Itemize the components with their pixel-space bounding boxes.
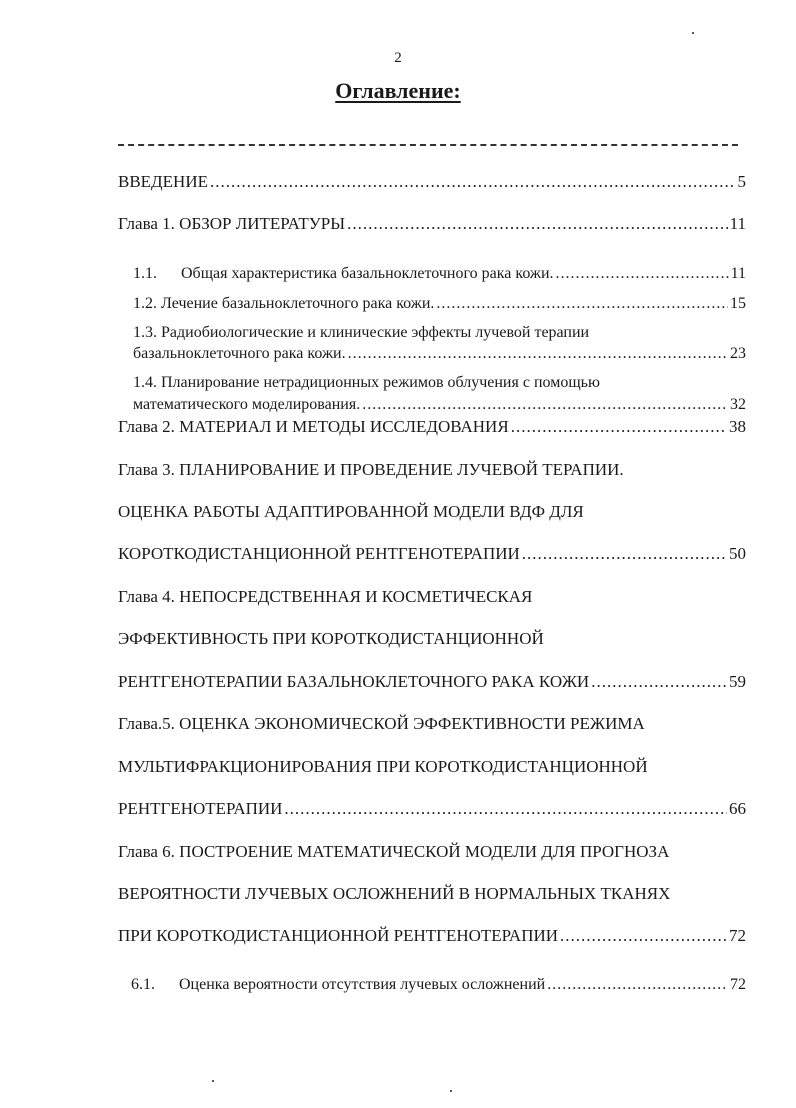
toc-entry-chapter-5-line-1: Глава.5. ОЦЕНКА ЭКОНОМИЧЕСКОЙ ЭФФЕКТИВНОСТИ РЕЖИМА [118, 714, 645, 733]
toc-entry-chapter-3[interactable] [118, 544, 746, 564]
toc-entry-text: 1.2. Лечение базальноклеточного рака кожи. [133, 295, 435, 312]
toc-leader [362, 396, 728, 414]
toc-leader [348, 345, 728, 363]
toc-leader [511, 417, 727, 437]
toc-entry-chapter-6-line-1: Глава 6. ПОСТРОЕНИЕ МАТЕМАТИЧЕСКОЙ МОДЕЛИ ДЛЯ ПРОГНОЗА [118, 842, 670, 861]
toc-entry-text: Общая характеристика базальноклеточного рака кожи. [181, 265, 554, 282]
toc-entry-chapter-6[interactable] [118, 926, 746, 946]
toc-page-number: 5 [737, 172, 746, 191]
toc-entry-text: РЕНТГЕНОТЕРАПИИ [118, 799, 283, 818]
toc-entry-text: Глава 1. ОБЗОР ЛИТЕРАТУРЫ [118, 214, 346, 233]
scan-speck [212, 1080, 214, 1082]
toc-entry-text: базальноклеточного рака кожи. [133, 345, 346, 362]
toc-page-number: 59 [729, 672, 746, 691]
toc-leader [210, 172, 736, 192]
toc-entry-section-1-3[interactable] [133, 345, 746, 363]
toc-entry-chapter-6-line-2: ВЕРОЯТНОСТИ ЛУЧЕВЫХ ОСЛОЖНЕНИЙ В НОРМАЛЬНЫХ ТКАНЯХ [118, 884, 671, 903]
toc-leader [522, 544, 727, 564]
toc-entry-text: ВВЕДЕНИЕ [118, 172, 208, 191]
scan-speck [692, 32, 694, 34]
scan-speck [450, 1090, 452, 1092]
page-title: Оглавление: [335, 78, 461, 103]
toc-entry-chapter-1[interactable] [118, 214, 746, 234]
toc-entry-text: Глава 2. МАТЕРИАЛ И МЕТОДЫ ИССЛЕДОВАНИЯ [118, 417, 509, 436]
toc-page-number: 15 [730, 295, 746, 312]
page-number: 2 [394, 50, 402, 66]
toc-entry-chapter-5-line-2: МУЛЬТИФРАКЦИОНИРОВАНИЯ ПРИ КОРОТКОДИСТАНЦИОННОЙ [118, 757, 648, 776]
toc-entry-section-1-4-line-1: 1.4. Планирование нетрадиционных режимов облучения с помощью [133, 374, 600, 391]
toc-page-number: 38 [729, 417, 746, 436]
toc-entry-text: ПРИ КОРОТКОДИСТАНЦИОННОЙ РЕНТГЕНОТЕРАПИИ [118, 926, 559, 945]
toc-entry-text: математического моделирования. [133, 396, 361, 413]
toc-entry-chapter-2[interactable] [118, 417, 746, 437]
toc-leader [547, 976, 728, 994]
toc-leader [347, 214, 728, 234]
title-divider [118, 144, 738, 146]
toc-entry-chapter-4-line-1: Глава 4. НЕПОСРЕДСТВЕННАЯ И КОСМЕТИЧЕСКАЯ [118, 587, 533, 606]
toc-section-number: 1.1. [133, 265, 157, 282]
toc-entry-section-1-4[interactable] [133, 396, 746, 414]
toc-page-number: 23 [730, 345, 746, 362]
toc-entry-chapter-3-line-1: Глава 3. ПЛАНИРОВАНИЕ И ПРОВЕДЕНИЕ ЛУЧЕВОЙ ТЕРАПИИ. [118, 460, 624, 479]
toc-entry-section-1-2[interactable] [133, 295, 746, 313]
toc-entry-section-6-1[interactable] [131, 976, 746, 994]
toc-section-number: 6.1. [131, 976, 155, 993]
toc-entry-text: Оценка вероятности отсутствия лучевых осложнений [179, 976, 546, 993]
toc-entry-text: КОРОТКОДИСТАНЦИОННОЙ РЕНТГЕНОТЕРАПИИ [118, 544, 520, 563]
toc-entry-section-1-3-line-1: 1.3. Радиобиологические и клинические эффекты лучевой терапии [133, 324, 590, 341]
toc-leader [284, 799, 727, 819]
toc-page-number: 32 [730, 396, 746, 413]
toc-page-number: 50 [729, 544, 746, 563]
toc-leader [436, 295, 728, 313]
toc-entry-introduction[interactable] [118, 172, 746, 192]
toc-page-number: 72 [730, 976, 746, 993]
toc-entry-chapter-5[interactable] [118, 799, 746, 819]
toc-leader [556, 265, 729, 283]
toc-entry-text: РЕНТГЕНОТЕРАПИИ БАЗАЛЬНОКЛЕТОЧНОГО РАКА КОЖИ [118, 672, 590, 691]
toc-entry-chapter-4[interactable] [118, 672, 746, 692]
toc-entry-chapter-4-line-2: ЭФФЕКТИВНОСТЬ ПРИ КОРОТКОДИСТАНЦИОННОЙ [118, 629, 544, 648]
toc-page-number: 11 [730, 265, 746, 282]
toc-page-number: 66 [729, 799, 746, 818]
toc-entry-chapter-3-line-2: ОЦЕНКА РАБОТЫ АДАПТИРОВАННОЙ МОДЕЛИ ВДФ ДЛЯ [118, 502, 584, 521]
toc-leader [591, 672, 727, 692]
toc-leader [560, 926, 727, 946]
toc-entry-section-1-1[interactable] [133, 265, 746, 283]
toc-page-number: 72 [729, 926, 746, 945]
toc-page-number: 11 [729, 214, 746, 233]
